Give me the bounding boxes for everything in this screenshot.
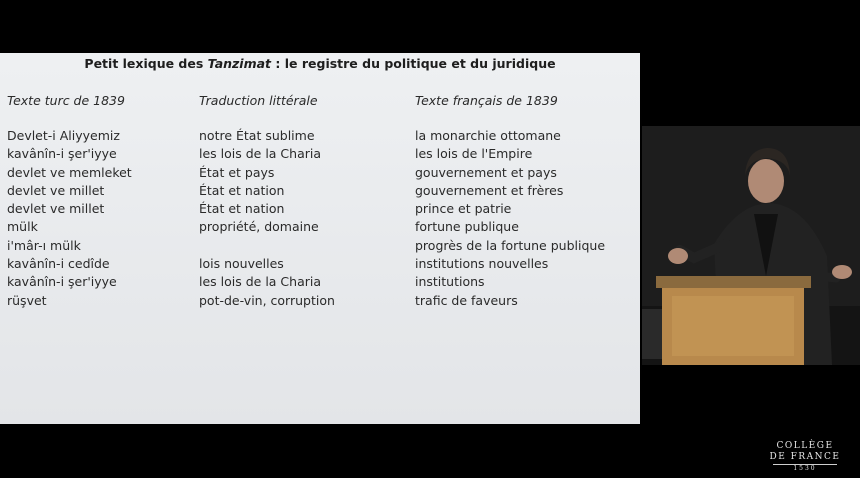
- literal-term: État et nation: [199, 182, 285, 198]
- turkish-term: devlet ve millet: [7, 182, 105, 198]
- french-term: les lois de l'Empire: [415, 146, 533, 162]
- french-column: [415, 127, 605, 310]
- turkish-column: [7, 127, 132, 310]
- literal-term: État et pays: [199, 164, 275, 180]
- literal-term: propriété, domaine: [199, 219, 319, 235]
- slide-title-suffix: : le registre du politique et du juridique: [271, 56, 556, 71]
- speaker-right-arm: [818, 276, 836, 278]
- french-term: institutions nouvelles: [415, 256, 549, 272]
- turkish-term: devlet ve memleket: [7, 164, 132, 180]
- turkish-term: mülk: [7, 219, 38, 235]
- turkish-term: kavânîn-i şer'iyye: [7, 146, 117, 162]
- speaker-video: [642, 126, 860, 365]
- literal-term: État et nation: [199, 201, 285, 217]
- column-header-french: Texte français de 1839: [415, 93, 558, 108]
- column-header-literal: Traduction littérale: [199, 93, 318, 108]
- speaker-face: [748, 159, 784, 203]
- turkish-term: i'mâr-ı mülk: [7, 237, 81, 253]
- literal-term: [199, 237, 335, 255]
- slide-title: [0, 56, 640, 71]
- turkish-term: rüşvet: [7, 292, 47, 308]
- french-term: institutions: [415, 274, 485, 290]
- slide-title-prefix: Petit lexique des: [84, 56, 208, 71]
- speaker-right-hand: [832, 265, 852, 279]
- french-term: prince et patrie: [415, 201, 512, 217]
- lectern-panel: [672, 296, 794, 356]
- french-term: fortune publique: [415, 219, 519, 235]
- literal-term: pot-de-vin, corruption: [199, 292, 335, 308]
- literal-term: les lois de la Charia: [199, 274, 322, 290]
- french-term: la monarchie ottomane: [415, 128, 561, 143]
- french-term: progrès de la fortune publique: [415, 237, 606, 253]
- literal-column: [199, 127, 335, 310]
- logo-line-1: COLLÈGE: [776, 441, 834, 451]
- literal-term: les lois de la Charia: [199, 146, 322, 162]
- background-equipment: [642, 309, 662, 359]
- logo-line-2: DE FRANCE: [769, 452, 841, 462]
- turkish-term: devlet ve millet: [7, 201, 105, 217]
- column-header-turkish: Texte turc de 1839: [7, 93, 125, 108]
- turkish-term: kavânîn-i şer'iyye: [7, 274, 117, 290]
- french-term: gouvernement et frères: [415, 182, 564, 198]
- speaker-left-hand: [668, 248, 688, 264]
- presentation-slide: [0, 53, 640, 424]
- turkish-term: kavânîn-i cedîde: [7, 256, 110, 272]
- college-de-france-logo: [765, 441, 845, 473]
- literal-term: notre État sublime: [199, 128, 315, 143]
- french-term: trafic de faveurs: [415, 292, 518, 308]
- literal-term: lois nouvelles: [199, 256, 284, 272]
- speaker-scene: [642, 126, 860, 365]
- lectern-top: [656, 276, 811, 288]
- turkish-term: Devlet-i Aliyyemiz: [7, 128, 120, 143]
- slide-title-emphasis: Tanzimat: [207, 56, 272, 71]
- french-term: gouvernement et pays: [415, 164, 557, 180]
- logo-year: 1530: [793, 465, 817, 472]
